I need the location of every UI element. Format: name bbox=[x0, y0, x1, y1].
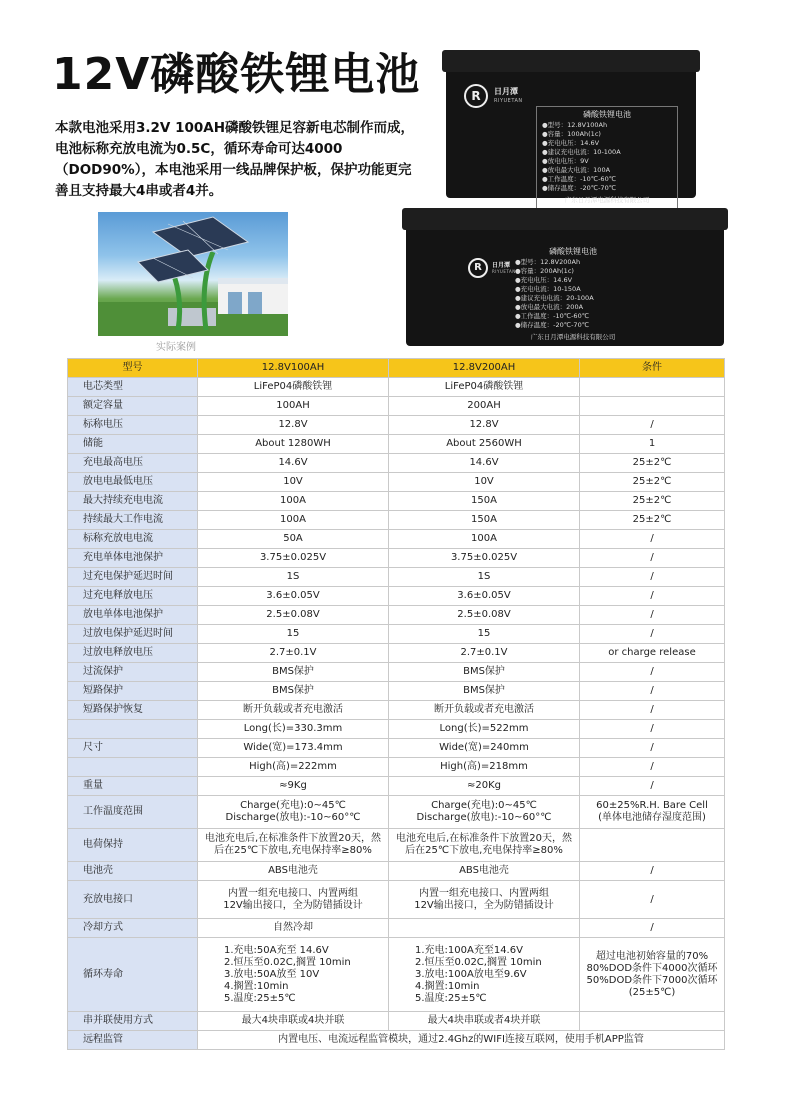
cell-condition: / bbox=[580, 739, 725, 758]
cell-condition: / bbox=[580, 777, 725, 796]
row-label: 持续最大工作电流 bbox=[68, 511, 198, 530]
cell-line: 内置一组充电接口、内置两组 bbox=[419, 887, 549, 899]
cell-200ah: 10V bbox=[389, 473, 580, 492]
label-company: 广东日月潭电源科技有限公司 bbox=[564, 196, 650, 204]
cell-condition: 25±2℃ bbox=[580, 473, 725, 492]
label-title: 磷酸铁锂电池 bbox=[583, 110, 631, 119]
brand-name: 日月潭 bbox=[494, 87, 518, 96]
cell-200ah: ABS电池壳 bbox=[389, 862, 580, 881]
cell-100ah: 15 bbox=[198, 625, 389, 644]
table-row bbox=[68, 938, 725, 1012]
label-line: ●放电最大电流：100A bbox=[542, 166, 611, 174]
cell-line: 2.恒压至0.02C,搁置 10min bbox=[415, 956, 542, 968]
cell-200ah: 14.6V bbox=[389, 454, 580, 473]
header-cell: 12.8V100AH bbox=[198, 359, 389, 378]
cell-200ah: Long(长)=522mm bbox=[389, 720, 580, 739]
row-label: 电芯类型 bbox=[68, 378, 198, 397]
cell-200ah: BMS保护 bbox=[389, 682, 580, 701]
cell-100ah: 100AH bbox=[198, 397, 389, 416]
cell-100ah: ABS电池壳 bbox=[198, 862, 389, 881]
label-line: ●型号：12.8V100Ah bbox=[542, 121, 608, 129]
table-row bbox=[68, 625, 725, 644]
cell-condition: / bbox=[580, 625, 725, 644]
row-label: 充放电接口 bbox=[68, 881, 198, 919]
cell-200ah bbox=[389, 919, 580, 938]
cell-200ah bbox=[389, 796, 580, 829]
cell-line: 50%DOD条件下7000次循环 bbox=[586, 974, 718, 986]
cell-condition: / bbox=[580, 720, 725, 739]
table-row bbox=[68, 796, 725, 829]
row-label bbox=[68, 720, 198, 739]
cell-200ah bbox=[389, 881, 580, 919]
cell-100ah: 2.7±0.1V bbox=[198, 644, 389, 663]
cell-condition: / bbox=[580, 701, 725, 720]
table-row bbox=[68, 492, 725, 511]
cell-100ah: 50A bbox=[198, 530, 389, 549]
label-line: ●充电电压：14.6V bbox=[542, 139, 600, 147]
cell-condition: 25±2℃ bbox=[580, 511, 725, 530]
cell-200ah: 3.6±0.05V bbox=[389, 587, 580, 606]
label-line: ●放电电压：9V bbox=[542, 157, 589, 165]
cell-condition: 25±2℃ bbox=[580, 454, 725, 473]
brand-subname: RIYUETAN bbox=[494, 98, 523, 104]
cell-100ah: BMS保护 bbox=[198, 663, 389, 682]
cell-condition bbox=[580, 1012, 725, 1031]
brand-logo-icon: R bbox=[464, 84, 488, 108]
battery-lid bbox=[402, 208, 728, 230]
remote-monitoring-cell: 内置电压、电流远程监管模块，通过2.4Ghz的WIFI连接互联网，使用手机APP监管 bbox=[198, 1031, 725, 1050]
cell-condition: / bbox=[580, 416, 725, 435]
header-cell: 型号 bbox=[68, 359, 198, 378]
table-row bbox=[68, 568, 725, 587]
cell-200ah: 150A bbox=[389, 511, 580, 530]
cell-condition: / bbox=[580, 530, 725, 549]
header-cell: 12.8V200AH bbox=[389, 359, 580, 378]
cell-100ah: LiFeP04磷酸铁锂 bbox=[198, 378, 389, 397]
row-label: 充电单体电池保护 bbox=[68, 549, 198, 568]
table-row bbox=[68, 758, 725, 777]
battery-spec-label bbox=[536, 106, 678, 209]
row-label: 额定容量 bbox=[68, 397, 198, 416]
cell-line: 后在25℃下放电,充电保持率≥80% bbox=[214, 845, 372, 856]
row-label: 工作温度范围 bbox=[68, 796, 198, 829]
label-line: ●放电最大电流：200A bbox=[515, 303, 584, 311]
row-label bbox=[68, 758, 198, 777]
label-line: ●容量：200Ah(1c) bbox=[515, 267, 574, 275]
cell-200ah: Wide(宽)=240mm bbox=[389, 739, 580, 758]
cell-line: 80%DOD条件下4000次循环 bbox=[586, 962, 718, 974]
cell-200ah: 12.8V bbox=[389, 416, 580, 435]
cell-200ah: 100A bbox=[389, 530, 580, 549]
table-row bbox=[68, 397, 725, 416]
row-label: 过放电保护延迟时间 bbox=[68, 625, 198, 644]
cell-condition: / bbox=[580, 682, 725, 701]
table-row bbox=[68, 606, 725, 625]
row-label: 电池壳 bbox=[68, 862, 198, 881]
row-label: 储能 bbox=[68, 435, 198, 454]
table-row bbox=[68, 473, 725, 492]
cell-condition: / bbox=[580, 606, 725, 625]
cell-line: Charge(充电):0~45℃ bbox=[431, 800, 537, 811]
battery-100ah-image bbox=[446, 50, 696, 204]
row-label: 过流保护 bbox=[68, 663, 198, 682]
case-photo bbox=[98, 212, 288, 336]
label-line: ●工作温度：-10℃-60℃ bbox=[515, 312, 590, 320]
row-label: 放电电最低电压 bbox=[68, 473, 198, 492]
cell-line: (25±5℃) bbox=[628, 986, 676, 998]
cell-100ah: 12.8V bbox=[198, 416, 389, 435]
cell-100ah: 100A bbox=[198, 492, 389, 511]
table-row bbox=[68, 378, 725, 397]
spec-table bbox=[67, 358, 725, 1050]
cell-200ah: BMS保护 bbox=[389, 663, 580, 682]
label-line: ●容量：100Ah(1c) bbox=[542, 130, 601, 138]
label-line: ●工作温度：-10℃-60℃ bbox=[542, 175, 617, 183]
row-label: 充电最高电压 bbox=[68, 454, 198, 473]
label-line: ●储存温度：-20℃-70℃ bbox=[542, 184, 617, 192]
row-label: 最大持续充电电流 bbox=[68, 492, 198, 511]
cell-line: 电池充电后,在标准条件下放置20天，然 bbox=[396, 833, 572, 844]
row-label: 尺寸 bbox=[68, 739, 198, 758]
cell-200ah bbox=[389, 938, 580, 1012]
row-label: 短路保护恢复 bbox=[68, 701, 198, 720]
cell-line: 超过电池初始容量的70% bbox=[595, 950, 709, 962]
cell-100ah bbox=[198, 829, 389, 862]
cell-200ah bbox=[389, 829, 580, 862]
cell-line: Charge(充电):0~45℃ bbox=[240, 800, 346, 811]
cell-100ah: 2.5±0.08V bbox=[198, 606, 389, 625]
cell-condition bbox=[580, 397, 725, 416]
table-row bbox=[68, 587, 725, 606]
label-line: ●建议充电电流：20-100A bbox=[515, 294, 594, 302]
cell-line: 5.温度:25±5℃ bbox=[415, 992, 487, 1004]
table-row bbox=[68, 435, 725, 454]
cell-100ah bbox=[198, 938, 389, 1012]
cell-line: 4.搁置:10min bbox=[224, 980, 289, 992]
table-row bbox=[68, 1031, 725, 1050]
label-line: ●充电电流：10-150A bbox=[515, 285, 581, 293]
cell-100ah: 最大4块串联或4块并联 bbox=[198, 1012, 389, 1031]
cell-line: (单体电池储存湿度范围) bbox=[598, 812, 706, 823]
intro-paragraph: 本款电池采用3.2V 100AH磷酸铁锂足容新电芯制作而成，电池标称充放电流为0.5C，循环寿命可达4000（DOD90%），本电池采用一线品牌保护板，保护功能更完善且支持最大4串或者4并。 bbox=[55, 120, 414, 199]
cell-condition: or charge release bbox=[580, 644, 725, 663]
table-row bbox=[68, 739, 725, 758]
cell-condition: 1 bbox=[580, 435, 725, 454]
cell-condition: 25±2℃ bbox=[580, 492, 725, 511]
cell-200ah: About 2560WH bbox=[389, 435, 580, 454]
row-label: 过充电释放电压 bbox=[68, 587, 198, 606]
cell-100ah: 10V bbox=[198, 473, 389, 492]
cell-line: 3.放电:50A放至 10V bbox=[224, 968, 320, 980]
cell-line: Discharge(放电):-10~60°℃ bbox=[225, 812, 361, 823]
case-caption: 实际案例 bbox=[156, 342, 196, 353]
header-cell: 条件 bbox=[580, 359, 725, 378]
cell-100ah: 100A bbox=[198, 511, 389, 530]
row-label: 电荷保持 bbox=[68, 829, 198, 862]
cell-100ah: ≈9Kg bbox=[198, 777, 389, 796]
battery-lid bbox=[442, 50, 700, 72]
label-line: ●充电电压：14.6V bbox=[515, 276, 573, 284]
cell-condition: / bbox=[580, 881, 725, 919]
table-row bbox=[68, 862, 725, 881]
cell-100ah: 1S bbox=[198, 568, 389, 587]
cell-200ah: 断开负载或者充电激活 bbox=[389, 701, 580, 720]
cell-100ah: 3.6±0.05V bbox=[198, 587, 389, 606]
table-row bbox=[68, 682, 725, 701]
cell-100ah: High(高)=222mm bbox=[198, 758, 389, 777]
label-line: ●建议充电电流：10-100A bbox=[542, 148, 621, 156]
table-row bbox=[68, 881, 725, 919]
cell-100ah: 断开负载或者充电激活 bbox=[198, 701, 389, 720]
cell-200ah: 15 bbox=[389, 625, 580, 644]
cell-line: 12V输出接口，全为防错插设计 bbox=[223, 899, 363, 911]
table-row bbox=[68, 549, 725, 568]
row-label: 过充电保护延迟时间 bbox=[68, 568, 198, 587]
cell-200ah: 3.75±0.025V bbox=[389, 549, 580, 568]
cell-condition: / bbox=[580, 758, 725, 777]
table-row bbox=[68, 1012, 725, 1031]
cell-line: 4.搁置:10min bbox=[415, 980, 480, 992]
cell-condition bbox=[580, 938, 725, 1012]
table-row bbox=[68, 663, 725, 682]
cell-line: 2.恒压至0.02C,搁置 10min bbox=[224, 956, 351, 968]
cell-200ah: ≈20Kg bbox=[389, 777, 580, 796]
table-row bbox=[68, 511, 725, 530]
cell-condition: / bbox=[580, 587, 725, 606]
cell-line: 3.放电:100A放电至9.6V bbox=[415, 968, 527, 980]
battery-spec-label bbox=[510, 244, 636, 345]
cell-line: Discharge(放电):-10~60°℃ bbox=[416, 812, 552, 823]
cell-condition: / bbox=[580, 862, 725, 881]
table-header-row bbox=[68, 359, 725, 378]
cell-100ah: BMS保护 bbox=[198, 682, 389, 701]
battery-200ah-image bbox=[406, 208, 724, 346]
solar-installation-illustration bbox=[98, 212, 288, 336]
cell-200ah: 1S bbox=[389, 568, 580, 587]
row-label: 过放电释放电压 bbox=[68, 644, 198, 663]
cell-200ah: 最大4块串联或者4块并联 bbox=[389, 1012, 580, 1031]
cell-100ah: Wide(宽)=173.4mm bbox=[198, 739, 389, 758]
cell-200ah: 200AH bbox=[389, 397, 580, 416]
label-title: 磷酸铁锂电池 bbox=[549, 247, 597, 256]
page-title: 12V磷酸铁锂电池 bbox=[52, 49, 421, 100]
cell-100ah: Long(长)=330.3mm bbox=[198, 720, 389, 739]
brand-name: 日月潭 bbox=[492, 262, 511, 269]
cell-condition: / bbox=[580, 568, 725, 587]
cell-line: 12V输出接口，全为防错插设计 bbox=[414, 899, 554, 911]
cell-100ah: 自然冷却 bbox=[198, 919, 389, 938]
label-line: ●储存温度：-20℃-70℃ bbox=[515, 321, 590, 329]
cell-100ah bbox=[198, 881, 389, 919]
row-label: 远程监管 bbox=[68, 1031, 198, 1050]
cell-200ah: 2.5±0.08V bbox=[389, 606, 580, 625]
table-row bbox=[68, 644, 725, 663]
cell-200ah: 2.7±0.1V bbox=[389, 644, 580, 663]
row-label: 标称电压 bbox=[68, 416, 198, 435]
cell-200ah: High(高)=218mm bbox=[389, 758, 580, 777]
table-row bbox=[68, 530, 725, 549]
cell-100ah: About 1280WH bbox=[198, 435, 389, 454]
cell-100ah: 14.6V bbox=[198, 454, 389, 473]
cell-line: 60±25%R.H. Bare Cell bbox=[596, 800, 708, 811]
brand-logo-icon: R bbox=[468, 258, 488, 278]
table-row bbox=[68, 829, 725, 862]
cell-line: 1.充电:100A充至14.6V bbox=[415, 944, 523, 956]
cell-condition: / bbox=[580, 549, 725, 568]
cell-line: 后在25℃下放电,充电保持率≥80% bbox=[405, 845, 563, 856]
cell-condition: / bbox=[580, 663, 725, 682]
cell-condition bbox=[580, 796, 725, 829]
table-row bbox=[68, 720, 725, 739]
brand-subname: RIYUETAN bbox=[492, 269, 516, 274]
table-row bbox=[68, 416, 725, 435]
table-row bbox=[68, 777, 725, 796]
row-label: 放电单体电池保护 bbox=[68, 606, 198, 625]
cell-line: 内置一组充电接口、内置两组 bbox=[228, 887, 358, 899]
cell-condition bbox=[580, 378, 725, 397]
cell-100ah bbox=[198, 796, 389, 829]
table-row bbox=[68, 919, 725, 938]
cell-200ah: LiFeP04磷酸铁锂 bbox=[389, 378, 580, 397]
row-label: 循环寿命 bbox=[68, 938, 198, 1012]
cell-line: 1.充电:50A充至 14.6V bbox=[224, 944, 329, 956]
label-company: 广东日月潭电源科技有限公司 bbox=[530, 333, 616, 341]
cell-line: 电池充电后,在标准条件下放置20天，然 bbox=[205, 833, 381, 844]
table-row bbox=[68, 454, 725, 473]
row-label: 标称充放电电流 bbox=[68, 530, 198, 549]
row-label: 重量 bbox=[68, 777, 198, 796]
row-label: 冷却方式 bbox=[68, 919, 198, 938]
row-label: 串并联使用方式 bbox=[68, 1012, 198, 1031]
label-line: ●型号：12.8V200Ah bbox=[515, 258, 581, 266]
table-row bbox=[68, 701, 725, 720]
row-label: 短路保护 bbox=[68, 682, 198, 701]
cell-condition bbox=[580, 829, 725, 862]
cell-line: 5.温度:25±5℃ bbox=[224, 992, 296, 1004]
cell-200ah: 150A bbox=[389, 492, 580, 511]
cell-100ah: 3.75±0.025V bbox=[198, 549, 389, 568]
cell-condition: / bbox=[580, 919, 725, 938]
